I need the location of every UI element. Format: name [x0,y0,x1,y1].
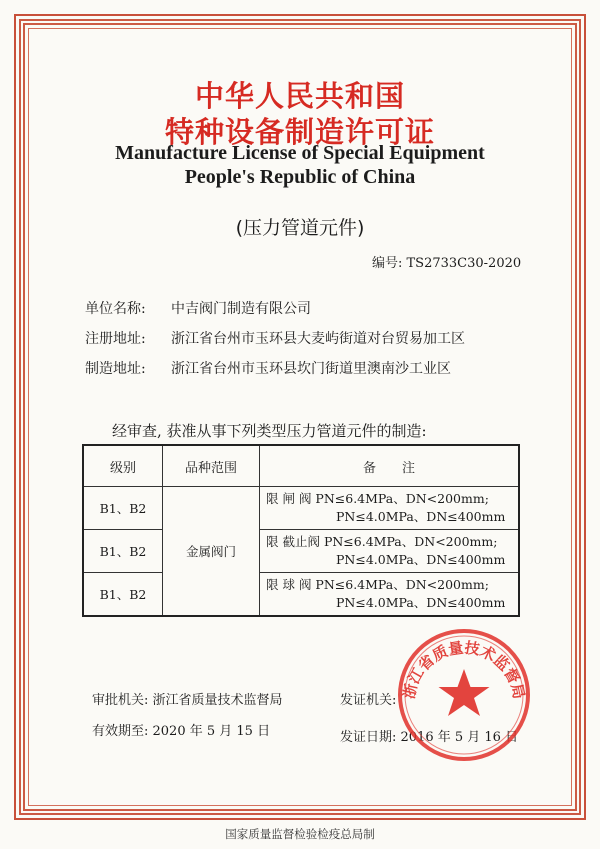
official-seal-stamp [394,625,534,765]
field-label: 制造地址: [85,361,146,377]
table-row [83,573,519,617]
cell-level: B1、B2 [83,530,163,573]
title-en-line2: People's Republic of China [184,166,416,188]
issue-date: 发证日期: 2016 年 5 月 16 日 [340,730,519,745]
remark-line: PN≤4.0MPa、DN≤400mm [336,552,506,567]
cell-level: B1、B2 [83,573,163,617]
remark-line: 限 球 阀 PN≤6.4MPa、DN<200mm; [266,577,489,592]
approval-authority: 审批机关: 浙江省质量技术监督局 [92,693,283,708]
field-manufacturing-address [85,358,451,378]
remark-line: PN≤4.0MPa、DN≤400mm [336,595,506,610]
remark-line: 限 闸 阀 PN≤6.4MPa、DN<200mm; [266,491,489,506]
header-remarks: 备 注 [260,445,520,487]
header-category: 品种范围 [163,445,260,487]
field-value: 浙江省台州市玉环县大麦屿街道对台贸易加工区 [171,331,465,347]
issuing-authority: 发证机关: [340,693,397,708]
cell-remarks [260,530,520,573]
field-company-name [85,298,311,318]
title-en-line1: Manufacture License of Special Equipment [115,142,485,164]
cell-level: B1、B2 [83,487,163,530]
cell-remarks [260,573,520,617]
license-number: 编号: TS2733C30-2020 [372,256,522,271]
seal-text: 浙江省质量技术监督局 [399,638,529,701]
title-cn-line2: 特种设备制造许可证 [164,115,435,149]
field-value: 浙江省台州市玉环县坎门街道里澳南沙工业区 [171,361,451,377]
cell-remarks [260,487,520,530]
title-cn-line1: 中华人民共和国 [194,79,405,113]
field-registered-address [85,328,465,348]
remark-line: PN≤4.0MPa、DN≤400mm [336,509,506,524]
remark-line: 限 截止阀 PN≤6.4MPa、DN<200mm; [266,534,498,549]
table-row [83,530,519,573]
license-category: (压力管道元件) [235,217,365,239]
approval-statement: 经审查, 获准从事下列类型压力管道元件的制造: [112,422,427,440]
field-value: 中吉阀门制造有限公司 [171,301,311,317]
cell-category: 金属阀门 [163,487,260,617]
seal-star-icon [439,669,490,716]
field-label: 单位名称: [85,301,146,317]
header-level: 级别 [83,445,163,487]
issuer-footer: 国家质量监督检验检疫总局制 [225,827,375,841]
field-label: 注册地址: [85,331,146,347]
table-header-row [83,445,519,487]
license-scope-table [82,444,520,617]
table-row [83,487,519,530]
valid-until: 有效期至: 2020 年 5 月 15 日 [92,724,271,739]
